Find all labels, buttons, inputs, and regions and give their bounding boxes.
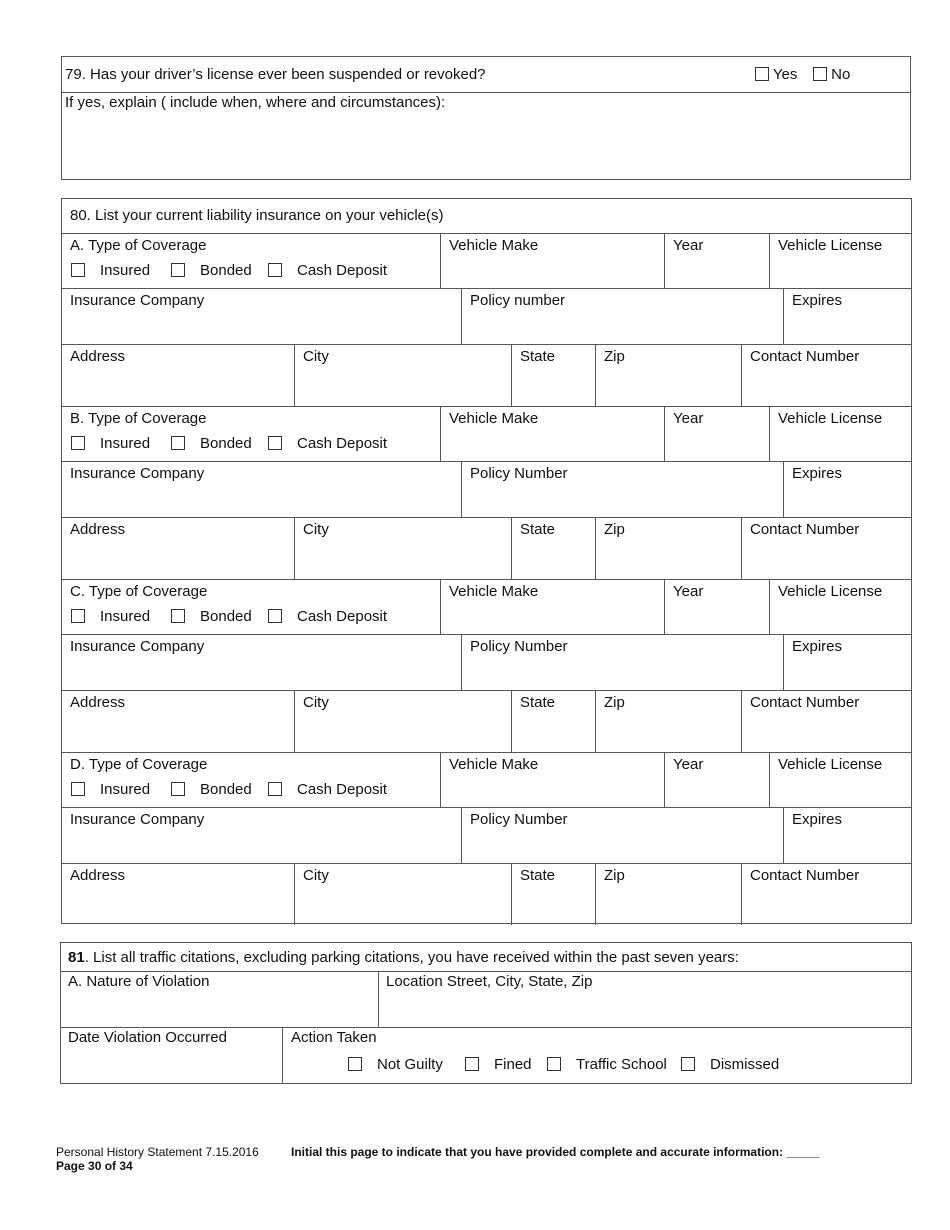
insured-label: Insured <box>100 262 151 279</box>
type-of-coverage-d <box>62 752 440 807</box>
q81-location-field[interactable] <box>378 971 911 1027</box>
q80-title: 80. List your current liability insurance on your vehicle(s) <box>70 207 444 224</box>
not-guilty-label: Not Guilty <box>377 1056 443 1073</box>
type-of-coverage-d-label: D. Type of Coverage <box>70 756 208 773</box>
insured-label: Insured <box>100 608 151 625</box>
expires-field-c[interactable] <box>783 634 911 690</box>
q81-option-traffic-school[interactable] <box>547 1056 667 1073</box>
bonded-label: Bonded <box>200 262 252 279</box>
address-field-a-label: Address <box>70 348 126 365</box>
traffic-school-label: Traffic School <box>576 1056 667 1073</box>
bonded-option[interactable] <box>171 608 252 625</box>
expires-field-c-label: Expires <box>792 638 843 655</box>
state-field-d-label: State <box>520 867 556 884</box>
bonded-label: Bonded <box>200 435 252 452</box>
city-field-d-label: City <box>303 867 329 884</box>
address-field-d[interactable] <box>62 863 294 925</box>
vehicle-license-field-d[interactable] <box>769 752 911 807</box>
insurance-company-field-b-label: Insurance Company <box>70 465 205 482</box>
q81-nature-label: A. Nature of Violation <box>68 973 210 990</box>
contact-number-field-d[interactable] <box>741 863 911 925</box>
address-field-d-label: Address <box>70 867 126 884</box>
insurance-company-field-d-label: Insurance Company <box>70 811 205 828</box>
zip-field-c[interactable] <box>595 690 741 752</box>
state-field-d[interactable] <box>511 863 595 925</box>
q79-explain-field[interactable] <box>62 92 910 179</box>
cash-deposit-option[interactable] <box>268 435 387 452</box>
q79-question: 79. Has your driver’s license ever been suspended or revoked? <box>65 66 486 83</box>
insured-checkbox[interactable] <box>71 609 85 623</box>
q81-option-dismissed[interactable] <box>681 1056 779 1073</box>
cash-deposit-option[interactable] <box>268 781 387 798</box>
zip-field-c-label: Zip <box>604 694 625 711</box>
footer-form-name: Personal History Statement 7.15.2016 <box>56 1145 259 1159</box>
cash-deposit-checkbox[interactable] <box>268 436 282 450</box>
contact-number-field-c-label: Contact Number <box>750 694 860 711</box>
zip-field-d-label: Zip <box>604 867 625 884</box>
type-of-coverage-c-label: C. Type of Coverage <box>70 583 208 600</box>
policy-number-field-a[interactable] <box>461 288 783 344</box>
year-field-d[interactable] <box>664 752 769 807</box>
cash-deposit-checkbox[interactable] <box>268 782 282 796</box>
year-field-b[interactable] <box>664 406 769 461</box>
cash-deposit-option[interactable] <box>268 608 387 625</box>
q80-section <box>61 198 912 924</box>
cash-deposit-label: Cash Deposit <box>297 262 388 279</box>
insured-option[interactable] <box>71 262 150 279</box>
contact-number-field-c[interactable] <box>741 690 911 752</box>
insured-option[interactable] <box>71 781 150 798</box>
q81-title-text: . List all traffic citations, excluding parking citations, you have received within the past seven years: <box>84 949 739 966</box>
bonded-label: Bonded <box>200 781 252 798</box>
expires-field-a[interactable] <box>783 288 911 344</box>
cash-deposit-label: Cash Deposit <box>297 435 388 452</box>
dismissed-label: Dismissed <box>710 1056 780 1073</box>
year-field-a-label: Year <box>673 237 704 254</box>
zip-field-d[interactable] <box>595 863 741 925</box>
address-field-b-label: Address <box>70 521 126 538</box>
zip-field-a-label: Zip <box>604 348 625 365</box>
policy-number-field-b-label: Policy Number <box>470 465 568 482</box>
vehicle-make-field-a-label: Vehicle Make <box>449 237 539 254</box>
insurance-company-field-c-label: Insurance Company <box>70 638 205 655</box>
vehicle-make-field-c[interactable] <box>440 579 664 634</box>
zip-field-b[interactable] <box>595 517 741 579</box>
expires-field-b-label: Expires <box>792 465 843 482</box>
policy-number-field-b[interactable] <box>461 461 783 517</box>
zip-field-a[interactable] <box>595 344 741 406</box>
city-field-c-label: City <box>303 694 329 711</box>
q79-no-checkbox[interactable] <box>813 67 827 81</box>
cash-deposit-label: Cash Deposit <box>297 781 388 798</box>
insured-option[interactable] <box>71 608 150 625</box>
year-field-d-label: Year <box>673 756 704 773</box>
fined-checkbox[interactable] <box>465 1057 479 1071</box>
q79-yes-label: Yes <box>772 66 798 83</box>
state-field-b-label: State <box>520 521 556 538</box>
year-field-a[interactable] <box>664 233 769 288</box>
footer-initial-statement: Initial this page to indicate that you have provided complete and accurate information: _____ <box>291 1145 820 1159</box>
insurance-company-field-b[interactable] <box>62 461 461 517</box>
vehicle-license-field-c[interactable] <box>769 579 911 634</box>
bonded-label: Bonded <box>200 608 252 625</box>
bonded-checkbox[interactable] <box>171 263 185 277</box>
policy-number-field-a-label: Policy number <box>470 292 566 309</box>
q79-yes-checkbox[interactable] <box>755 67 769 81</box>
q81-option-fined[interactable] <box>465 1056 532 1073</box>
policy-number-field-c[interactable] <box>461 634 783 690</box>
insurance-block-b <box>62 406 911 579</box>
cash-deposit-checkbox[interactable] <box>268 263 282 277</box>
type-of-coverage-b <box>62 406 440 461</box>
bonded-option[interactable] <box>171 435 252 452</box>
address-field-a[interactable] <box>62 344 294 406</box>
city-field-d[interactable] <box>294 863 511 925</box>
insured-checkbox[interactable] <box>71 263 85 277</box>
contact-number-field-b-label: Contact Number <box>750 521 860 538</box>
insured-checkbox[interactable] <box>71 782 85 796</box>
insurance-company-field-a-label: Insurance Company <box>70 292 205 309</box>
contact-number-field-a-label: Contact Number <box>750 348 860 365</box>
zip-field-b-label: Zip <box>604 521 625 538</box>
vehicle-license-field-c-label: Vehicle License <box>778 583 883 600</box>
year-field-c-label: Year <box>673 583 704 600</box>
q81-section <box>60 942 912 1084</box>
year-field-b-label: Year <box>673 410 704 427</box>
bonded-checkbox[interactable] <box>171 782 185 796</box>
vehicle-make-field-b[interactable] <box>440 406 664 461</box>
address-field-c[interactable] <box>62 690 294 752</box>
bonded-checkbox[interactable] <box>171 436 185 450</box>
q81-option-not-guilty[interactable] <box>348 1056 443 1073</box>
vehicle-license-field-b-label: Vehicle License <box>778 410 883 427</box>
insurance-block-a <box>62 233 911 406</box>
q79-section <box>61 56 911 180</box>
cash-deposit-checkbox[interactable] <box>268 609 282 623</box>
expires-field-d-label: Expires <box>792 811 843 828</box>
expires-field-a-label: Expires <box>792 292 843 309</box>
cash-deposit-label: Cash Deposit <box>297 608 388 625</box>
q81-action-field <box>282 1027 911 1083</box>
q79-yes-option[interactable] <box>755 66 797 83</box>
q79-no-label: No <box>831 66 851 83</box>
insurance-block-d <box>62 752 911 925</box>
traffic-school-checkbox[interactable] <box>547 1057 561 1071</box>
state-field-a-label: State <box>520 348 556 365</box>
state-field-c[interactable] <box>511 690 595 752</box>
policy-number-field-c-label: Policy Number <box>470 638 568 655</box>
vehicle-make-field-d-label: Vehicle Make <box>449 756 539 773</box>
vehicle-make-field-a[interactable] <box>440 233 664 288</box>
vehicle-license-field-a[interactable] <box>769 233 911 288</box>
q79-explain-label: If yes, explain ( include when, where and circumstances): <box>65 94 446 111</box>
insurance-company-field-c[interactable] <box>62 634 461 690</box>
state-field-a[interactable] <box>511 344 595 406</box>
type-of-coverage-c <box>62 579 440 634</box>
city-field-a-label: City <box>303 348 329 365</box>
expires-field-b[interactable] <box>783 461 911 517</box>
address-field-b[interactable] <box>62 517 294 579</box>
city-field-c[interactable] <box>294 690 511 752</box>
year-field-c[interactable] <box>664 579 769 634</box>
type-of-coverage-b-label: B. Type of Coverage <box>70 410 207 427</box>
city-field-a[interactable] <box>294 344 511 406</box>
q81-title <box>68 949 739 966</box>
contact-number-field-b[interactable] <box>741 517 911 579</box>
bonded-option[interactable] <box>171 781 252 798</box>
q81-date-label: Date Violation Occurred <box>68 1029 227 1046</box>
fined-label: Fined <box>494 1056 532 1073</box>
vehicle-make-field-b-label: Vehicle Make <box>449 410 539 427</box>
policy-number-field-d[interactable] <box>461 807 783 863</box>
state-field-c-label: State <box>520 694 556 711</box>
insurance-company-field-d[interactable] <box>62 807 461 863</box>
vehicle-make-field-d[interactable] <box>440 752 664 807</box>
contact-number-field-d-label: Contact Number <box>750 867 860 884</box>
q81-action-label: Action Taken <box>291 1029 377 1046</box>
insurance-block-c <box>62 579 911 752</box>
bonded-option[interactable] <box>171 262 252 279</box>
not-guilty-checkbox[interactable] <box>348 1057 362 1071</box>
expires-field-d[interactable] <box>783 807 911 863</box>
q79-no-option[interactable] <box>813 66 850 83</box>
q81-number: 81 <box>68 949 85 966</box>
insured-option[interactable] <box>71 435 150 452</box>
q81-location-label: Location Street, City, State, Zip <box>386 973 593 990</box>
insured-checkbox[interactable] <box>71 436 85 450</box>
footer-page-number: Page 30 of 34 <box>56 1159 133 1173</box>
city-field-b-label: City <box>303 521 329 538</box>
state-field-b[interactable] <box>511 517 595 579</box>
q81-date-field[interactable] <box>61 1027 282 1083</box>
type-of-coverage-a <box>62 233 440 288</box>
vehicle-license-field-a-label: Vehicle License <box>778 237 883 254</box>
insured-label: Insured <box>100 435 151 452</box>
vehicle-make-field-c-label: Vehicle Make <box>449 583 539 600</box>
insured-label: Insured <box>100 781 151 798</box>
insurance-company-field-a[interactable] <box>62 288 461 344</box>
address-field-c-label: Address <box>70 694 126 711</box>
dismissed-checkbox[interactable] <box>681 1057 695 1071</box>
q81-nature-field[interactable] <box>61 971 378 1027</box>
city-field-b[interactable] <box>294 517 511 579</box>
bonded-checkbox[interactable] <box>171 609 185 623</box>
vehicle-license-field-d-label: Vehicle License <box>778 756 883 773</box>
type-of-coverage-a-label: A. Type of Coverage <box>70 237 207 254</box>
cash-deposit-option[interactable] <box>268 262 387 279</box>
policy-number-field-d-label: Policy Number <box>470 811 568 828</box>
contact-number-field-a[interactable] <box>741 344 911 406</box>
vehicle-license-field-b[interactable] <box>769 406 911 461</box>
